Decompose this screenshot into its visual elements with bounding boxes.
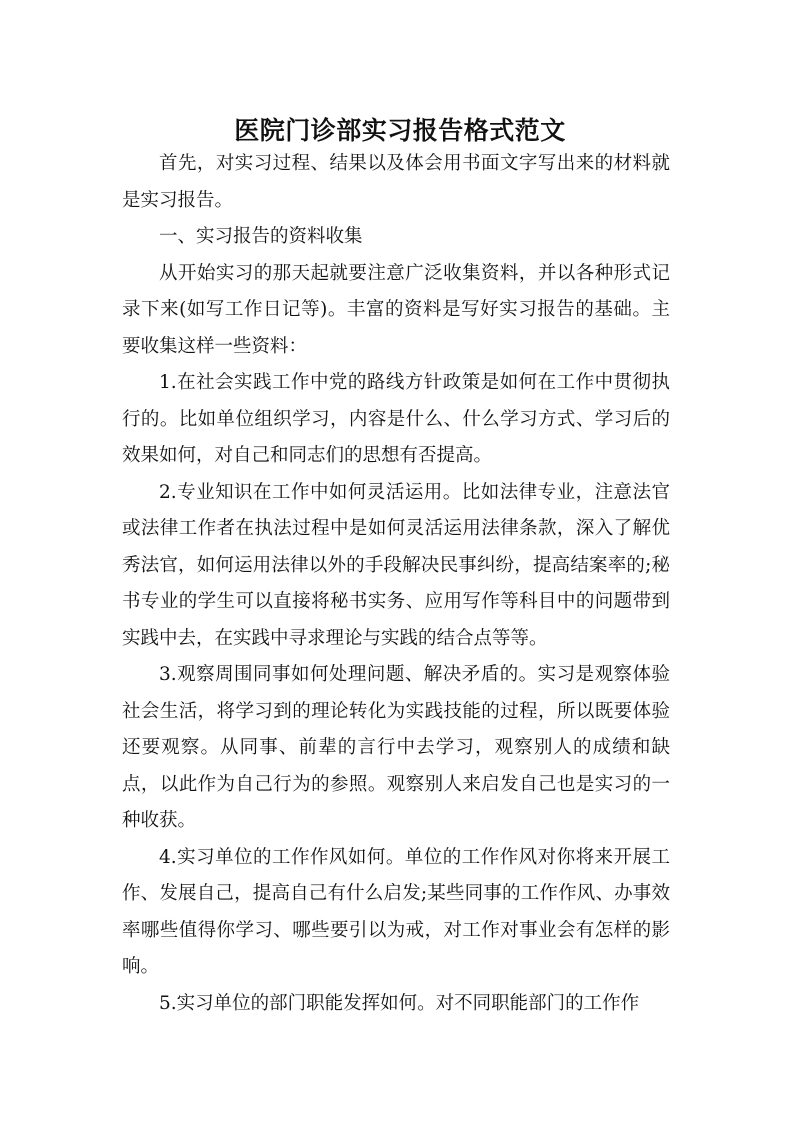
document-body [122, 146, 670, 1022]
page-title: 医院门诊部实习报告格式范文 [234, 115, 566, 145]
section-heading: 一、实习报告的资料收集 [159, 226, 363, 247]
paragraph-collect: 从开始实习的那天起就要注意广泛收集资料，并以各种形式记录下来(如写工作日记等)。丰富的资料是写好实习报告的基础。主要收集这样一些资料： [122, 262, 670, 357]
paragraph-item-2: 2.专业知识在工作中如何灵活运用。比如法律专业，注意法官或法律工作者在执法过程中是如何灵活运用法律条款，深入了解优秀法官，如何运用法律以外的手段解决民事纠纷，提高结案率的;秘书专业的学生可以直接将秘书实务、应用写作等科目中的问题带到实践中去，在实践中寻求理论与实践的结合点等等。 [122, 481, 670, 649]
paragraph-item-1: 1.在社会实践工作中党的路线方针政策是如何在工作中贯彻执行的。比如单位组织学习，内容是什么、什么学习方式、学习后的效果如何，对自己和同志们的思想有否提高。 [122, 372, 670, 466]
paragraph-item-3: 3.观察周围同事如何处理问题、解决矛盾的。实习是观察体验社会生活，将学习到的理论转化为实践技能的过程，所以既要体验还要观察。从同事、前辈的言行中去学习，观察别人的成绩和缺点，以此作为自己行为的参照。观察别人来启发自己也是实习的一种收获。 [122, 664, 670, 831]
paragraph-item-5: 5.实习单位的部门职能发挥如何。对不同职能部门的工作作 [159, 992, 640, 1014]
paragraph-intro: 首先，对实习过程、结果以及体会用书面文字写出来的材料就是实习报告。 [122, 153, 670, 211]
paragraph-item-4: 4.实习单位的工作作风如何。单位的工作作风对你将来开展工作、发展自己，提高自己有什么启发;某些同事的工作作风、办事效率哪些值得你学习、哪些要引以为戒，对工作对事业会有怎样的影响。 [122, 846, 670, 977]
